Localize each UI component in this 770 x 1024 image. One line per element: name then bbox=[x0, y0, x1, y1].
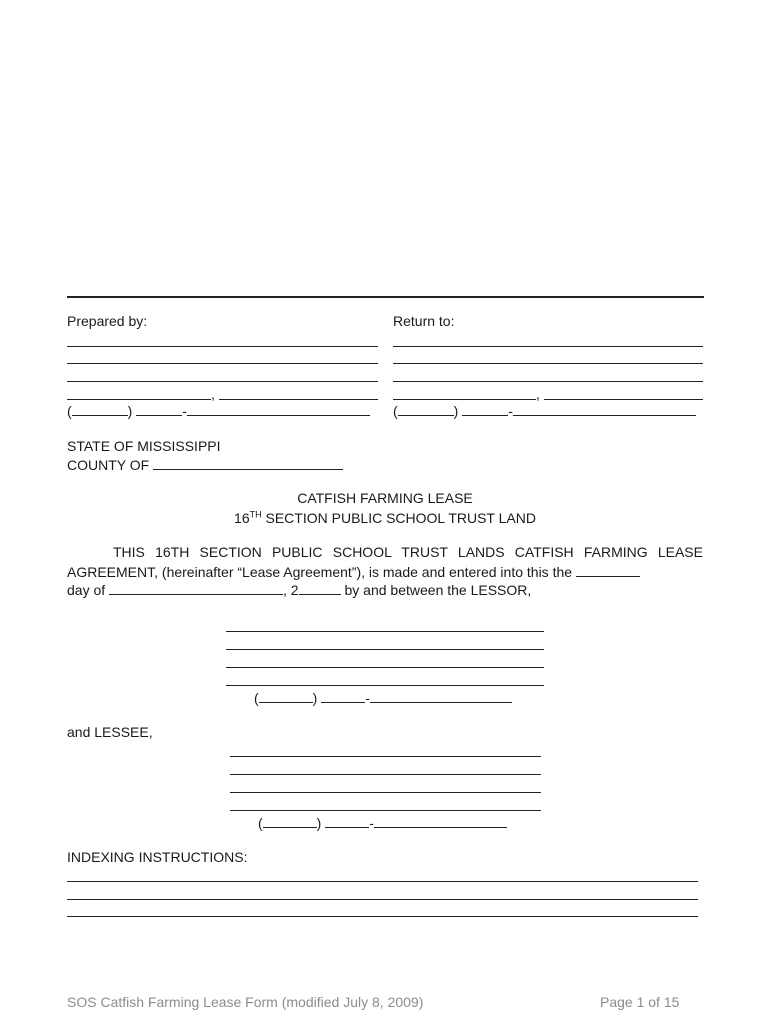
lessor-phone-area-blank[interactable] bbox=[259, 689, 313, 703]
paren-close: ) bbox=[316, 815, 322, 831]
lessee-line-3[interactable] bbox=[230, 792, 541, 793]
return-to-label: Return to: bbox=[393, 313, 455, 329]
prepared-by-phone bbox=[67, 402, 370, 419]
lessee-line-2[interactable] bbox=[230, 774, 541, 775]
lessor-phone-number-blank[interactable] bbox=[370, 689, 512, 703]
lessee-line-1[interactable] bbox=[230, 756, 541, 757]
return-to-state-zip-line[interactable] bbox=[544, 399, 703, 400]
prepared-by-state-zip-line[interactable] bbox=[219, 399, 378, 400]
lessor-phone bbox=[254, 689, 512, 706]
prepared-by-city-line[interactable] bbox=[67, 399, 211, 400]
phone-dash: - bbox=[369, 815, 374, 831]
phone-number-blank[interactable] bbox=[513, 402, 696, 416]
footer-form-name: SOS Catfish Farming Lease Form (modified July 8, 2009) bbox=[67, 994, 424, 1010]
return-to-phone bbox=[393, 402, 696, 419]
return-to-city-line[interactable] bbox=[393, 399, 536, 400]
footer-page-number: Page 1 of 15 bbox=[600, 994, 680, 1010]
lessee-phone-number-blank[interactable] bbox=[374, 814, 507, 828]
phone-dash: - bbox=[182, 403, 187, 419]
prepared-by-label: Prepared by: bbox=[67, 313, 148, 329]
body-line-2-text: AGREEMENT, (hereinafter “Lease Agreement”), is made and entered into this the bbox=[67, 564, 573, 580]
phone-prefix-blank[interactable] bbox=[136, 402, 182, 416]
lessor-intro: by and between the LESSOR, bbox=[340, 582, 532, 598]
prepared-by-line-1[interactable] bbox=[67, 346, 378, 347]
lessor-line-4[interactable] bbox=[226, 685, 544, 686]
return-to-comma: , bbox=[536, 386, 540, 402]
county-label: COUNTY OF bbox=[67, 457, 150, 473]
body-line-2 bbox=[67, 563, 703, 580]
body-line-1: THIS 16TH SECTION PUBLIC SCHOOL TRUST LANDS CATFISH FARMING LEASE bbox=[113, 544, 703, 560]
document-title: CATFISH FARMING LEASE bbox=[297, 490, 473, 506]
indexing-label: INDEXING INSTRUCTIONS: bbox=[67, 849, 248, 865]
indexing-line-1[interactable] bbox=[67, 881, 698, 882]
agreement-month-blank[interactable] bbox=[109, 581, 283, 595]
paren-close: ) bbox=[453, 403, 459, 419]
header-divider bbox=[67, 296, 704, 298]
state-name: STATE OF MISSISSIPPI bbox=[67, 438, 221, 454]
lessee-phone bbox=[258, 814, 507, 831]
indexing-line-3[interactable] bbox=[67, 916, 698, 917]
phone-area-blank[interactable] bbox=[398, 402, 454, 416]
prepared-by-line-3[interactable] bbox=[67, 381, 378, 382]
agreement-year-blank[interactable] bbox=[299, 581, 341, 595]
lessor-line-2[interactable] bbox=[226, 649, 544, 650]
prepared-by-line-2[interactable] bbox=[67, 363, 378, 364]
paren-open: ( bbox=[393, 403, 398, 419]
paren-close: ) bbox=[312, 690, 318, 706]
lessee-phone-prefix-blank[interactable] bbox=[325, 814, 369, 828]
year-prefix: , 2 bbox=[283, 582, 299, 598]
prepared-by-comma: , bbox=[211, 386, 215, 402]
paren-open: ( bbox=[67, 403, 72, 419]
phone-prefix-blank[interactable] bbox=[462, 402, 508, 416]
paren-close: ) bbox=[127, 403, 133, 419]
lessor-phone-prefix-blank[interactable] bbox=[321, 689, 365, 703]
county-line bbox=[67, 456, 343, 473]
lessee-line-4[interactable] bbox=[230, 810, 541, 811]
phone-dash: - bbox=[365, 690, 370, 706]
lessor-line-1[interactable] bbox=[226, 631, 544, 632]
agreement-day-blank[interactable] bbox=[576, 563, 640, 577]
return-to-line-1[interactable] bbox=[393, 346, 703, 347]
subtitle-sup: TH bbox=[249, 509, 262, 520]
subtitle-number: 16 bbox=[234, 510, 250, 526]
lessor-line-3[interactable] bbox=[226, 667, 544, 668]
day-of-label: day of bbox=[67, 582, 106, 598]
return-to-line-2[interactable] bbox=[393, 363, 703, 364]
county-blank[interactable] bbox=[153, 456, 343, 470]
subtitle-rest: SECTION PUBLIC SCHOOL TRUST LAND bbox=[261, 510, 536, 526]
paren-open: ( bbox=[254, 690, 259, 706]
phone-dash: - bbox=[508, 403, 513, 419]
phone-number-blank[interactable] bbox=[187, 402, 370, 416]
phone-area-blank[interactable] bbox=[72, 402, 128, 416]
body-line-3 bbox=[67, 581, 531, 598]
indexing-line-2[interactable] bbox=[67, 899, 698, 900]
document-subtitle bbox=[0, 510, 770, 526]
paren-open: ( bbox=[258, 815, 263, 831]
lessee-label: and LESSEE, bbox=[67, 724, 153, 740]
lessee-phone-area-blank[interactable] bbox=[263, 814, 317, 828]
return-to-line-3[interactable] bbox=[393, 381, 703, 382]
